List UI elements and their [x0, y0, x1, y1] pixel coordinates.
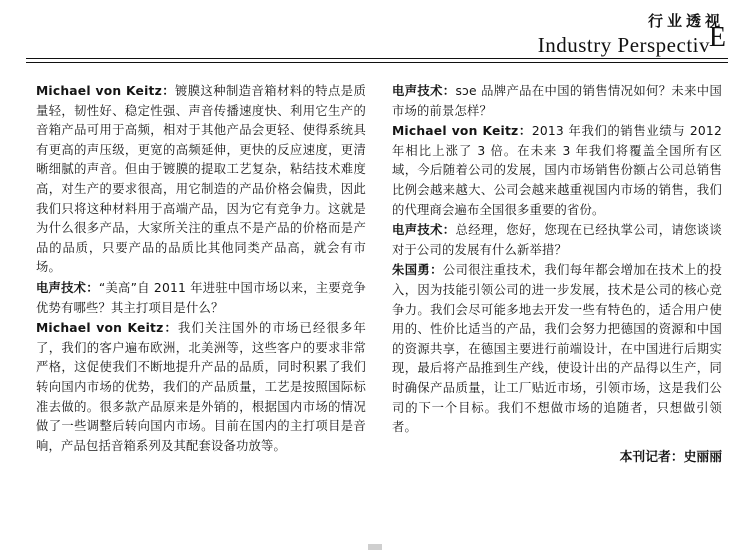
right-column [392, 82, 722, 526]
article-signature: 本刊记者：史丽丽 [619, 449, 722, 465]
header-title-en-initial: E [708, 22, 726, 53]
paragraph-text: 公司很注重技术，我们每年都会增加在技术上的投入，因为技能引领公司的进一步发展，技术是公司的核心竞争力。我们会尽可能多地去开发一些有特色的，适合用户使用的、性价比适当的产品，我们会努力把德国的资源和中国的资源共享，在德国主要进行前端设计，在中国进行后期实现，最后将产品推到生产线，使设计出的产品得以生产，同时确保产品质量，让工厂贴近市场，引领市场，这是我们公司的下一个目标。我们不想做市场的追随者，只想做引领者。 [392, 263, 722, 435]
paragraph [36, 319, 366, 456]
paragraph-text: 2013 年我们的销售业绩与 2012 年相比上涨了 3 倍。在未来 3 年我们将覆盖全国所有区域，今后随着公司的发展，国内市场销售份额占公司总销售比例会越来越大、公司会越来越重视国内市场的销售，我们的代理商会遍布全国很多重要的省份。 [392, 124, 722, 217]
header-title-en: Industry Perspectiv [537, 33, 710, 57]
page-footer-mark [368, 544, 382, 550]
speaker-label: Michael von Keitz： [36, 84, 175, 98]
header-title-cn: 行业透视 [647, 12, 724, 30]
paragraph [392, 122, 722, 220]
paragraph [36, 279, 366, 318]
speaker-label: 电声技术： [392, 84, 456, 98]
paragraph [392, 261, 722, 437]
paragraph-text: sɔe 品牌产品在中国的销售情况如何？未来中国市场的前景怎样？ [392, 84, 722, 118]
speaker-label: Michael von Keitz： [36, 321, 178, 336]
paragraph [392, 82, 722, 121]
paragraph-text: 镀膜这种制造音箱材料的特点是质量轻，韧性好、稳定性强、声音传播速度快、利用它生产的音箱产品可用于高频，相对于其他产品会更轻、使得系统具有更高的声压级，更宽的高频延伸，更快的反应速度，更清晰细腻的声音。但由于镀膜的提取工艺复杂，粘结技术难度高，对生产的要求很高，用它制造的产品价格会偏贵，因此我们只将这种材料用于高端产品，因为它有竞争力。这就是为什么很多产品，大家所关注的重点不是产品的价格而是产品的品质，只要产品的品质比其他同类产品高，就会有市场。 [36, 84, 366, 275]
paragraph [392, 221, 722, 260]
speaker-label: 电声技术： [392, 223, 456, 238]
page-header [538, 14, 724, 56]
header-title-en-wrap [537, 22, 726, 57]
speaker-label: 朱国勇： [392, 263, 443, 278]
paragraph-text: 我们关注国外的市场已经很多年了，我们的客户遍布欧洲，北美洲等，这些客户的要求非常严格，这促使我们不断地提升产品的品质，同时积累了我们转向国内市场的优势，我们的产品质量，工艺是按照国际标准去做的。很多款产品原来是外销的，根据国内市场的情况做了一些调整后转向国内市场。目前在国内的主打项目是音响，产品包括音箱系列及其配套设备功放等。 [36, 321, 366, 453]
left-column [36, 82, 366, 526]
paragraph-text: 总经理，您好，您现在已经执掌公司，请您谈谈对于公司的发展有什么新举措？ [392, 223, 722, 257]
paragraph [36, 82, 366, 278]
article-columns [36, 82, 722, 526]
paragraph-text: “美高”自 2011 年进驻中国市场以来，主要竞争优势有哪些？其主打项目是什么？ [36, 280, 366, 315]
speaker-label: Michael von Keitz： [392, 124, 532, 139]
header-divider [26, 58, 728, 63]
speaker-label: 电声技术： [36, 280, 99, 295]
